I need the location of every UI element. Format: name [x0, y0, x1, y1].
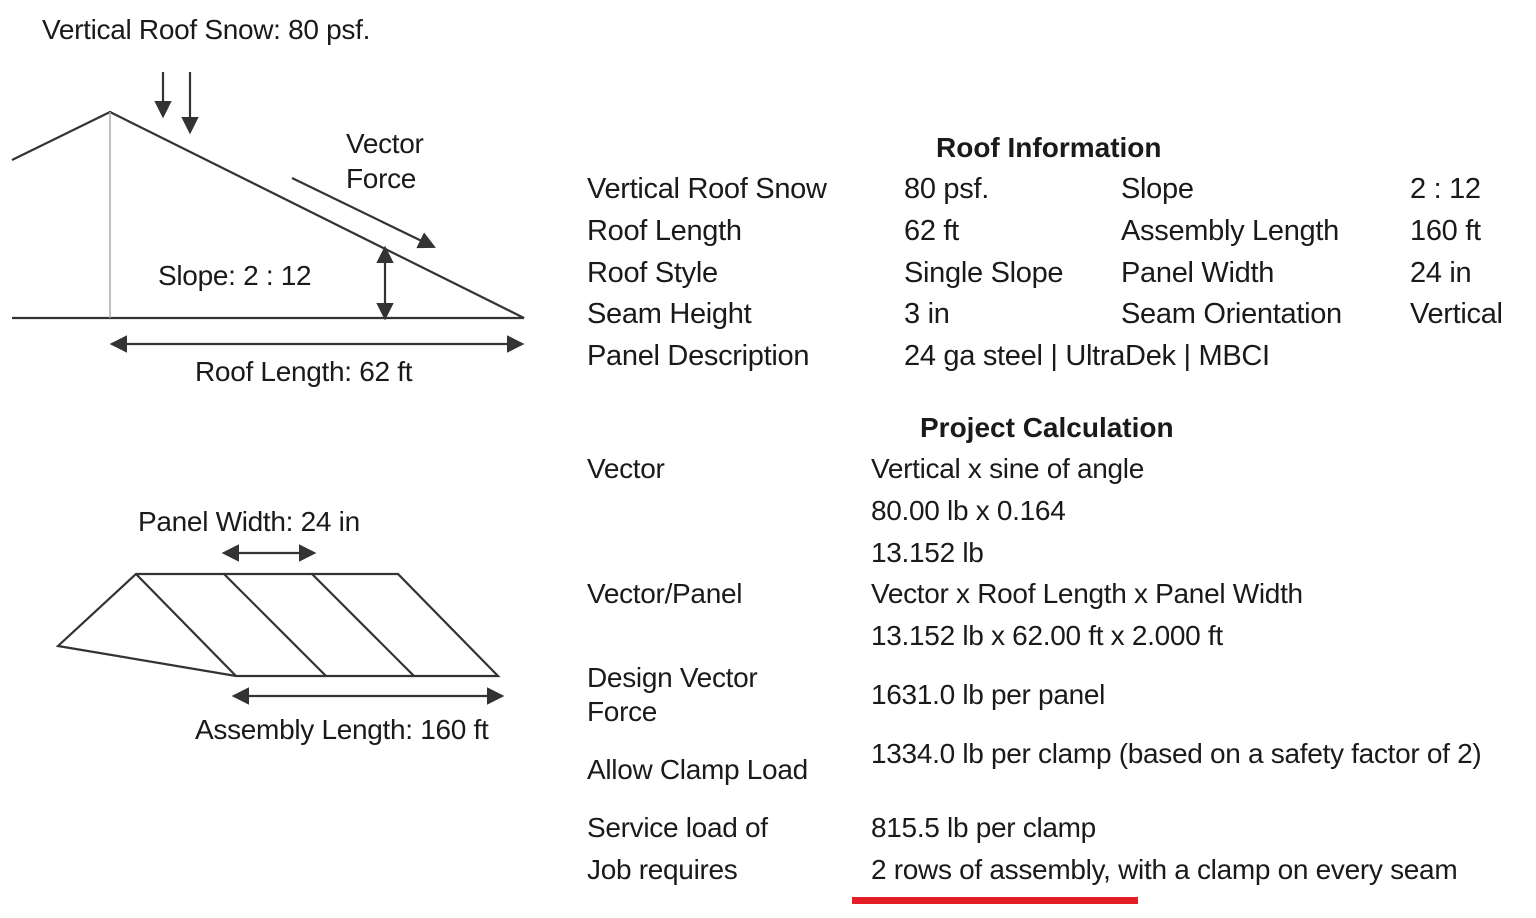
- vector-force-label-line1: Vector: [346, 128, 424, 159]
- roof-info-value: 24 in: [1410, 257, 1472, 289]
- roof-info-label: Vertical Roof Snow: [587, 173, 827, 205]
- calc-value: 13.152 lb: [871, 537, 984, 568]
- calc-value: 1631.0 lb per panel: [871, 679, 1106, 710]
- calc-value: 13.152 lb x 62.00 ft x 2.000 ft: [871, 620, 1223, 651]
- roof-info-label: Roof Length: [587, 215, 742, 247]
- roof-length-label: Roof Length: 62 ft: [195, 356, 413, 387]
- roof-diagram: [0, 0, 560, 790]
- roof-info-label: Seam Height: [587, 298, 752, 330]
- calc-label-design-vector-force: Design Vector Force: [587, 662, 758, 727]
- roof-info-value: 2 : 12: [1410, 173, 1481, 205]
- roof-info-label: Panel Width: [1121, 257, 1275, 289]
- calc-value: Vertical x sine of angle: [871, 453, 1144, 484]
- calc-value: 80.00 lb x 0.164: [871, 495, 1066, 526]
- roof-info-label: Panel Description: [587, 340, 810, 372]
- roof-info-value: Vertical: [1410, 298, 1503, 330]
- calc-label-service-load: Service load of: [587, 812, 768, 843]
- roof-info-label: Roof Style: [587, 257, 718, 289]
- assembly-length-label: Assembly Length: 160 ft: [195, 714, 489, 745]
- roof-info-label: Seam Orientation: [1121, 298, 1342, 330]
- panel-seam-2: [224, 574, 326, 676]
- roof-info-value: 3 in: [904, 298, 950, 330]
- panel-assembly: [58, 574, 498, 676]
- calc-label-job-requires: Job requires: [587, 854, 738, 885]
- calc-label-vector: Vector: [587, 453, 665, 484]
- calc-label-vector-panel: Vector/Panel: [587, 578, 743, 609]
- roof-info-value: 24 ga steel | UltraDek | MBCI: [904, 340, 1270, 372]
- highlight-underline: [852, 897, 1138, 904]
- panel-width-label: Panel Width: 24 in: [138, 506, 360, 537]
- calc-value-job-requires: 2 rows of assembly, with a clamp on every seam: [871, 854, 1458, 885]
- calc-value: 815.5 lb per clamp: [871, 812, 1096, 843]
- project-calc-title: Project Calculation: [920, 412, 1174, 443]
- roof-info-title: Roof Information: [936, 132, 1162, 163]
- roof-info-value: 62 ft: [904, 215, 959, 247]
- snow-load-label: Vertical Roof Snow: 80 psf.: [42, 14, 371, 45]
- vector-force-label-line2: Force: [346, 163, 417, 194]
- roof-info-value: 160 ft: [1410, 215, 1481, 247]
- roof-info-value: Single Slope: [904, 257, 1064, 289]
- calc-value: 1334.0 lb per clamp (based on a safety factor of 2): [871, 738, 1482, 769]
- roof-info-label: Assembly Length: [1121, 215, 1339, 247]
- panel-seam-3: [312, 574, 414, 676]
- calc-label-allow-clamp-load: Allow Clamp Load: [587, 754, 808, 785]
- slope-label: Slope: 2 : 12: [158, 260, 312, 291]
- roof-info-value: 80 psf.: [904, 173, 989, 205]
- calc-value: Vector x Roof Length x Panel Width: [871, 578, 1303, 609]
- roof-info-label: Slope: [1121, 173, 1194, 205]
